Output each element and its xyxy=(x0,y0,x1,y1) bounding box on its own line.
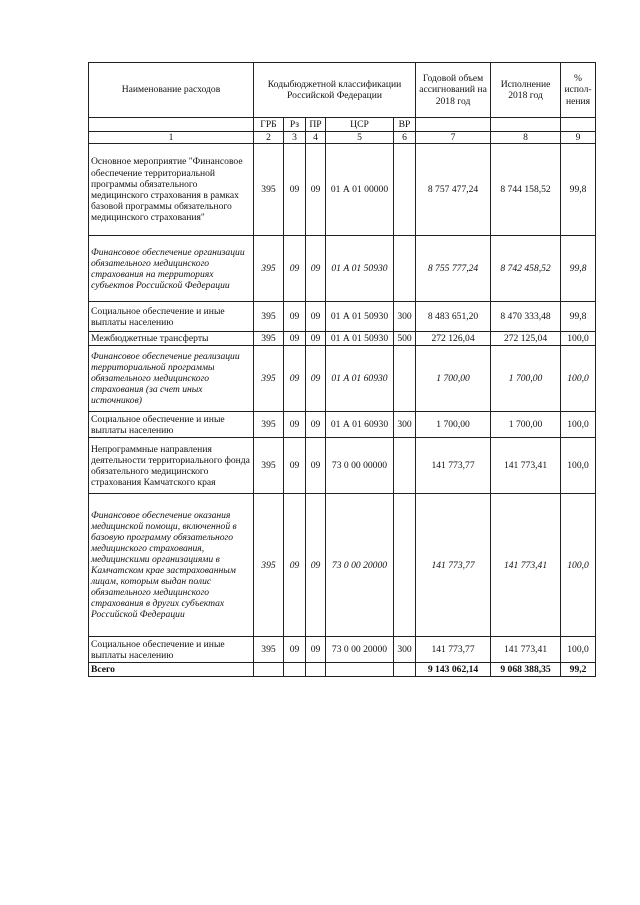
pr-code: 09 xyxy=(306,144,326,236)
vr-code xyxy=(394,438,416,494)
csr-code: 01 А 01 50930 xyxy=(326,332,394,346)
csr-code: 01 А 01 50930 xyxy=(326,302,394,332)
execution-percent: 100,0 xyxy=(561,637,596,663)
vr-code xyxy=(394,346,416,412)
grb-code: 395 xyxy=(254,438,284,494)
header-name: Наименование расходов xyxy=(89,63,254,118)
col-number: 6 xyxy=(394,132,416,144)
execution-amount: 8 742 458,52 xyxy=(491,236,561,302)
pr-code: 09 xyxy=(306,637,326,663)
expense-name: Социальное обеспечение и иные выплаты населению xyxy=(89,412,254,438)
vr-code xyxy=(394,494,416,637)
table-row xyxy=(89,637,596,663)
execution-amount: 1 700,00 xyxy=(491,412,561,438)
grb-code: 395 xyxy=(254,637,284,663)
annual-amount: 9 143 062,14 xyxy=(416,663,491,677)
header-annual: Годовой объем ассигнований на 2018 год xyxy=(416,63,491,118)
execution-percent: 99,8 xyxy=(561,302,596,332)
rz-code: 09 xyxy=(284,494,306,637)
annual-amount: 141 773,77 xyxy=(416,494,491,637)
grb-code: 395 xyxy=(254,332,284,346)
table-row xyxy=(89,332,596,346)
header-pct: % испол-нения xyxy=(561,63,596,118)
rz-code: 09 xyxy=(284,302,306,332)
header-pct-sub xyxy=(561,118,596,132)
vr-code xyxy=(394,663,416,677)
pr-code: 09 xyxy=(306,236,326,302)
annual-amount: 8 755 777,24 xyxy=(416,236,491,302)
execution-amount: 141 773,41 xyxy=(491,494,561,637)
annual-amount: 8 483 651,20 xyxy=(416,302,491,332)
execution-amount: 9 068 388,35 xyxy=(491,663,561,677)
csr-code xyxy=(326,663,394,677)
expense-name: Социальное обеспечение и иные выплаты населению xyxy=(89,637,254,663)
expense-name: Межбюджетные трансферты xyxy=(89,332,254,346)
execution-percent: 100,0 xyxy=(561,494,596,637)
rz-code: 09 xyxy=(284,346,306,412)
header-exec-sub xyxy=(491,118,561,132)
col-number: 9 xyxy=(561,132,596,144)
expense-name: Финансовое обеспечение организации обязательного медицинского страхования на территориях субъектов Российской Федерации xyxy=(89,236,254,302)
header-name-sub xyxy=(89,118,254,132)
header-rz: Рз xyxy=(284,118,306,132)
vr-code xyxy=(394,236,416,302)
col-number: 3 xyxy=(284,132,306,144)
rz-code xyxy=(284,663,306,677)
execution-percent: 99,2 xyxy=(561,663,596,677)
execution-percent: 100,0 xyxy=(561,346,596,412)
csr-code: 01 А 01 50930 xyxy=(326,236,394,302)
table-row xyxy=(89,438,596,494)
execution-amount: 8 744 158,52 xyxy=(491,144,561,236)
execution-amount: 141 773,41 xyxy=(491,637,561,663)
annual-amount: 141 773,77 xyxy=(416,438,491,494)
col-number: 2 xyxy=(254,132,284,144)
header-codes: Кодыбюджетной классификации Российской Федерации xyxy=(254,63,416,118)
pr-code: 09 xyxy=(306,302,326,332)
table-row xyxy=(89,302,596,332)
execution-percent: 100,0 xyxy=(561,438,596,494)
expense-name: Социальное обеспечение и иные выплаты населению xyxy=(89,302,254,332)
annual-amount: 8 757 477,24 xyxy=(416,144,491,236)
grb-code: 395 xyxy=(254,412,284,438)
header-annual-sub xyxy=(416,118,491,132)
vr-code: 300 xyxy=(394,412,416,438)
table-row xyxy=(89,494,596,637)
rz-code: 09 xyxy=(284,332,306,346)
annual-amount: 1 700,00 xyxy=(416,346,491,412)
budget-table-sheet xyxy=(88,62,595,677)
col-number: 5 xyxy=(326,132,394,144)
expense-name: Финансовое обеспечение оказания медицинской помощи, включенной в базовую программу обязательного медицинского страхования, медицинскими организациями в Камчатском крае застрахованным лицам, которым выдан полис обязательного медицинского страхования в других субъектах Российской Федерации xyxy=(89,494,254,637)
execution-amount: 272 125,04 xyxy=(491,332,561,346)
vr-code: 300 xyxy=(394,302,416,332)
expense-name: Непрограммные направления деятельности территориального фонда обязательного медицинского страхования Камчатского края xyxy=(89,438,254,494)
header-csr: ЦСР xyxy=(326,118,394,132)
csr-code: 01 А 01 60930 xyxy=(326,412,394,438)
vr-code: 500 xyxy=(394,332,416,346)
header-pr: ПР xyxy=(306,118,326,132)
col-number: 8 xyxy=(491,132,561,144)
execution-percent: 100,0 xyxy=(561,412,596,438)
header-vr: ВР xyxy=(394,118,416,132)
csr-code: 73 0 00 20000 xyxy=(326,494,394,637)
table-row xyxy=(89,236,596,302)
execution-percent: 99,8 xyxy=(561,236,596,302)
grb-code: 395 xyxy=(254,346,284,412)
rz-code: 09 xyxy=(284,412,306,438)
grb-code: 395 xyxy=(254,236,284,302)
grb-code: 395 xyxy=(254,144,284,236)
pr-code: 09 xyxy=(306,332,326,346)
annual-amount: 272 126,04 xyxy=(416,332,491,346)
vr-code: 300 xyxy=(394,637,416,663)
table-row xyxy=(89,346,596,412)
annual-amount: 1 700,00 xyxy=(416,412,491,438)
budget-table xyxy=(88,62,596,677)
rz-code: 09 xyxy=(284,637,306,663)
expense-name: Основное мероприятие "Финансовое обеспечение территориальной программы обязательного медицинского страхования в рамках базовой программы обязательного медицинского страхования" xyxy=(89,144,254,236)
csr-code: 01 А 01 00000 xyxy=(326,144,394,236)
table-row xyxy=(89,144,596,236)
execution-percent: 99,8 xyxy=(561,144,596,236)
header-grb: ГРБ xyxy=(254,118,284,132)
annual-amount: 141 773,77 xyxy=(416,637,491,663)
table-row xyxy=(89,663,596,677)
rz-code: 09 xyxy=(284,236,306,302)
table-row xyxy=(89,412,596,438)
vr-code xyxy=(394,144,416,236)
csr-code: 73 0 00 00000 xyxy=(326,438,394,494)
expense-name: Всего xyxy=(89,663,254,677)
execution-amount: 1 700,00 xyxy=(491,346,561,412)
expense-name: Финансовое обеспечение реализации территориальной программы обязательного медицинского страхования (за счет иных источников) xyxy=(89,346,254,412)
pr-code: 09 xyxy=(306,494,326,637)
execution-amount: 141 773,41 xyxy=(491,438,561,494)
header-exec: Исполнение 2018 год xyxy=(491,63,561,118)
pr-code xyxy=(306,663,326,677)
rz-code: 09 xyxy=(284,438,306,494)
pr-code: 09 xyxy=(306,412,326,438)
grb-code: 395 xyxy=(254,302,284,332)
col-number: 7 xyxy=(416,132,491,144)
pr-code: 09 xyxy=(306,346,326,412)
execution-amount: 8 470 333,48 xyxy=(491,302,561,332)
grb-code: 395 xyxy=(254,494,284,637)
execution-percent: 100,0 xyxy=(561,332,596,346)
rz-code: 09 xyxy=(284,144,306,236)
csr-code: 01 А 01 60930 xyxy=(326,346,394,412)
col-number: 1 xyxy=(89,132,254,144)
grb-code xyxy=(254,663,284,677)
csr-code: 73 0 00 20000 xyxy=(326,637,394,663)
col-number: 4 xyxy=(306,132,326,144)
pr-code: 09 xyxy=(306,438,326,494)
